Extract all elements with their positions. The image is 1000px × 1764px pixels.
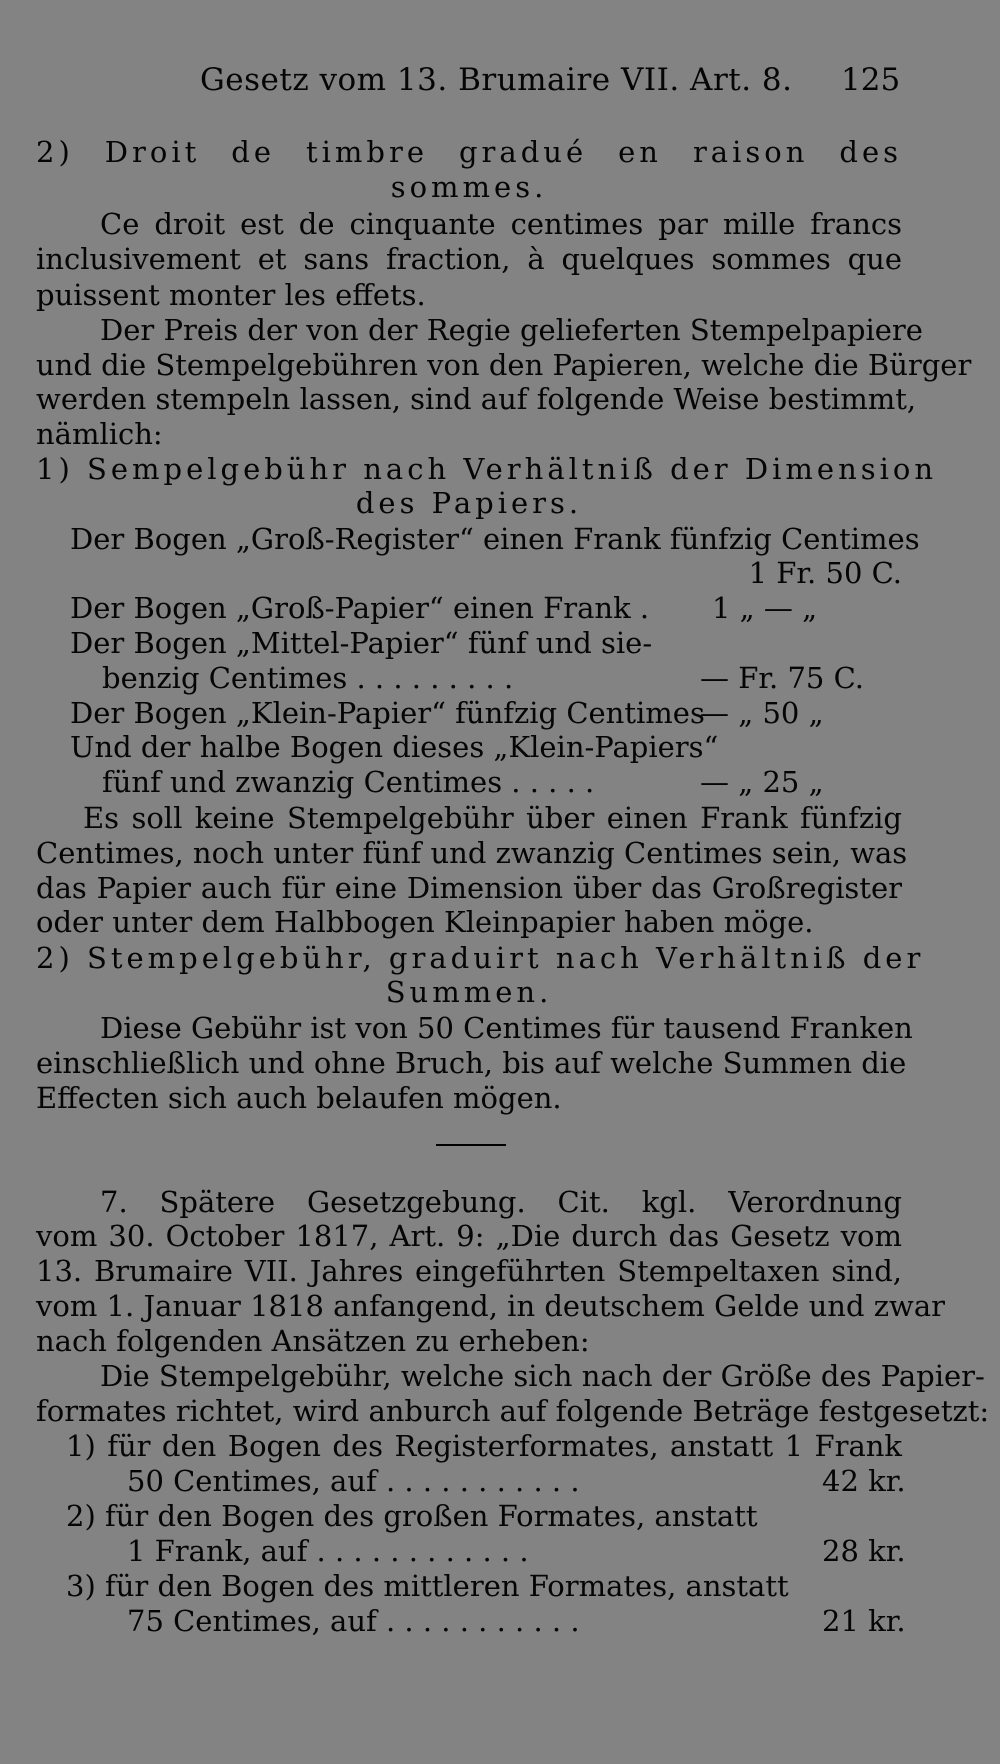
amount: — „ 50 „	[700, 696, 824, 730]
text-line: Ce droit est de cinquante centimes par mille francs	[100, 207, 902, 241]
section-heading: 2) Droit de timbre gradué en raison des	[36, 135, 902, 169]
text-line: Effecten sich auch belaufen mögen.	[36, 1081, 562, 1115]
amount: — „ 25 „	[700, 765, 824, 799]
text-line: benzig Centimes . . . . . . . . .	[102, 661, 514, 695]
text-line: 50 Centimes, auf . . . . . . . . . . .	[127, 1464, 580, 1498]
section-heading-cont: sommes.	[390, 170, 548, 204]
text-line: Der Bogen „Groß-Register“ einen Frank fünfzig Centimes	[70, 522, 920, 556]
text-line: 1 Frank, auf . . . . . . . . . . . .	[127, 1534, 529, 1568]
amount: 21 kr.	[822, 1604, 906, 1638]
subsection-heading-cont: des Papiers.	[355, 486, 583, 520]
text-line: Centimes, noch unter fünf und zwanzig Centimes sein, was	[36, 836, 908, 870]
amount: 1 Fr. 50 C.	[748, 556, 902, 590]
subsection-heading: 1) Sempelgebühr nach Verhältniß der Dimension	[36, 452, 938, 486]
text-line: nämlich:	[36, 417, 163, 451]
text-line: Die Stempelgebühr, welche sich nach der Größe des Papier-	[100, 1359, 985, 1393]
text-line: Der Bogen „Mittel-Papier“ fünf und sie-	[70, 626, 653, 660]
subsection-heading-cont: Summen.	[385, 975, 553, 1009]
text-line: und die Stempelgebühren von den Papieren, welche die Bürger	[36, 348, 972, 382]
text-line: 75 Centimes, auf . . . . . . . . . . .	[127, 1604, 580, 1638]
amount: — Fr. 75 C.	[700, 661, 864, 695]
subsection-heading: 2) Stempelgebühr, graduirt nach Verhältniß der	[36, 941, 925, 975]
amount: 28 kr.	[822, 1534, 906, 1568]
text-line: das Papier auch für eine Dimension über das Großregister	[36, 871, 902, 905]
text-line: Der Bogen „Klein-Papier“ fünfzig Centimes	[70, 696, 705, 730]
text-line: oder unter dem Halbbogen Kleinpapier haben möge.	[36, 905, 814, 939]
text-line: Und der halbe Bogen dieses „Klein-Papiers“	[70, 730, 719, 764]
text-line: vom 30. October 1817, Art. 9: „Die durch das Gesetz vom	[36, 1219, 902, 1253]
text-line: formates richtet, wird anburch auf folgende Beträge festgesetzt:	[36, 1394, 990, 1428]
text-line: Der Preis der von der Regie gelieferten Stempelpapiere	[100, 313, 923, 347]
text-line: Der Bogen „Groß-Papier“ einen Frank .	[70, 591, 650, 625]
amount: 1 „ — „	[712, 591, 818, 625]
section-divider	[436, 1144, 506, 1146]
text-line: fünf und zwanzig Centimes . . . . .	[102, 765, 595, 799]
text-line: nach folgenden Ansätzen zu erheben:	[36, 1324, 590, 1358]
list-item: 3) für den Bogen des mittleren Formates, anstatt	[66, 1569, 789, 1603]
text-line: einschließlich und ohne Bruch, bis auf welche Summen die	[36, 1046, 907, 1080]
list-item: 2) für den Bogen des großen Formates, anstatt	[66, 1499, 758, 1533]
amount: 42 kr.	[822, 1464, 906, 1498]
text-line: vom 1. Januar 1818 anfangend, in deutschem Gelde und zwar	[36, 1289, 946, 1323]
header-title: Gesetz vom 13. Brumaire VII. Art. 8.	[200, 62, 793, 98]
text-line: werden stempeln lassen, sind auf folgende Weise bestimmt,	[36, 382, 917, 416]
text-line: inclusivement et sans fraction, à quelques sommes que	[36, 242, 902, 276]
text-line: puissent monter les effets.	[36, 278, 426, 312]
text-line: 7. Spätere Gesetzgebung. Cit. kgl. Verordnung	[100, 1185, 902, 1219]
text-line: 13. Brumaire VII. Jahres eingeführten Stempeltaxen sind,	[36, 1254, 902, 1288]
text-line: Es soll keine Stempelgebühr über einen Frank fünfzig	[83, 801, 902, 835]
text-line: Diese Gebühr ist von 50 Centimes für tausend Franken	[100, 1011, 913, 1045]
page-number: 125	[841, 62, 901, 98]
list-item: 1) für den Bogen des Registerformates, anstatt 1 Frank	[66, 1429, 902, 1463]
